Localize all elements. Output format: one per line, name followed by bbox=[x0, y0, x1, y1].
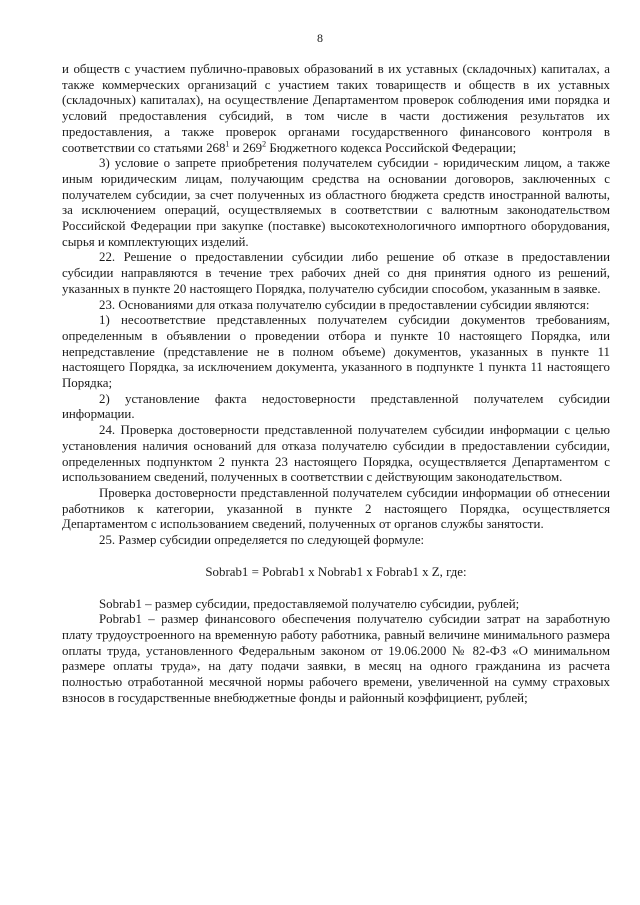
paragraph-24: 24. Проверка достоверности представленной получателем субсидии информации с целью установления наличия оснований для отказа получателю субсидии в предоставлении субсидии, определенных подпунктом 2 пункта 23 настоящего Порядка, осуществляется Департаментом с использованием сведений, полученных в соответствии с действующим законодательством. bbox=[62, 423, 610, 485]
paragraph-24-continued: Проверка достоверности представленной получателем субсидии информации об отнесении работников к категории, указанной в пункте 2 настоящего Порядка, осуществляется Департаментом с использованием сведений, полученных от органов службы занятости. bbox=[62, 485, 610, 532]
paragraph-22: 22. Решение о предоставлении субсидии либо решение об отказе в предоставлении субсидии направляются в течение трех рабочих дней со дня принятия одного из решений, указанных в пункте 20 настоящего Порядка, получателю субсидии способом, указанным в заявке. bbox=[62, 250, 610, 296]
paragraph-text: и 269 bbox=[229, 140, 263, 155]
paragraph-text: и обществ с участием публично-правовых образований в их уставных (складочных) капиталах, а также коммерческих организаций с участием таких товариществ и обществ в их уставных (складочных) капиталах), на осуществление Департаментом проверок соблюдения ими порядка и условий предоставления субсидий, в том числе в части достижения результатов их предоставления, а также проверок органами государственного финансового контроля в соответствии со статьями 268 bbox=[62, 62, 610, 155]
page-number: 8 bbox=[317, 31, 323, 45]
paragraph-text: Бюджетного кодекса Российской Федерации; bbox=[266, 140, 517, 155]
paragraph-23-item-2: 2) установление факта недостоверности представленной получателем субсидии информации. bbox=[62, 391, 610, 422]
formula: Sobrab1 = Pobrab1 x Nobrab1 x Fobrab1 x Z, где: bbox=[205, 564, 467, 579]
definition-sobrab1: Sobrab1 – размер субсидии, предоставляемой получателю субсидии, рублей; bbox=[99, 596, 520, 611]
superscript: 2 bbox=[262, 139, 267, 149]
definition-pobrab1: Pobrab1 – размер финансового обеспечения получателю субсидии затрат на заработную плату трудоустроенного на временную работу работника, равный величине минимального размера оплаты труда, установленного Федеральным законом от 19.06.2000 № 82-ФЗ «О минимальном размере оплаты труда», на дату подачи заявки, в месяц на одного гражданина из расчета полностью отработанной месячной нормы рабочего времени, увеличенной на сумму страховых взносов в государственные внебюджетные фонды и районный коэффициент, рублей; bbox=[62, 612, 610, 705]
paragraph-continuation bbox=[62, 62, 610, 156]
paragraph-23: 23. Основаниями для отказа получателю субсидии в предоставлении субсидии являются: bbox=[99, 297, 590, 312]
superscript: 1 bbox=[225, 139, 230, 149]
document-body bbox=[62, 62, 610, 706]
paragraph-25: 25. Размер субсидии определяется по следующей формуле: bbox=[99, 533, 425, 548]
paragraph-23-item-1: 1) несоответствие представленных получателем субсидии документов требованиям, определенным в объявлении о проведении отбора и пункте 10 настоящего Порядка, или непредставление (представление не в полном объеме) документов, указанных в пункте 11 настоящего Порядка, за исключением документа, указанного в подпункте 1 пункта 11 настоящего Порядка; bbox=[62, 313, 610, 391]
paragraph-item-3: 3) условие о запрете приобретения получателем субсидии - юридическим лицом, а также иным юридическим лицам, получающим средства на основании договоров, заключенных с получателем субсидии, за счет полученных из областного бюджета средств иностранной валюты, за исключением операций, осуществляемых в соответствии с валютным законодательством Российской Федерации при закупке (поставке) высокотехнологичного импортного оборудования, сырья и комплектующих изделий. bbox=[62, 156, 610, 249]
